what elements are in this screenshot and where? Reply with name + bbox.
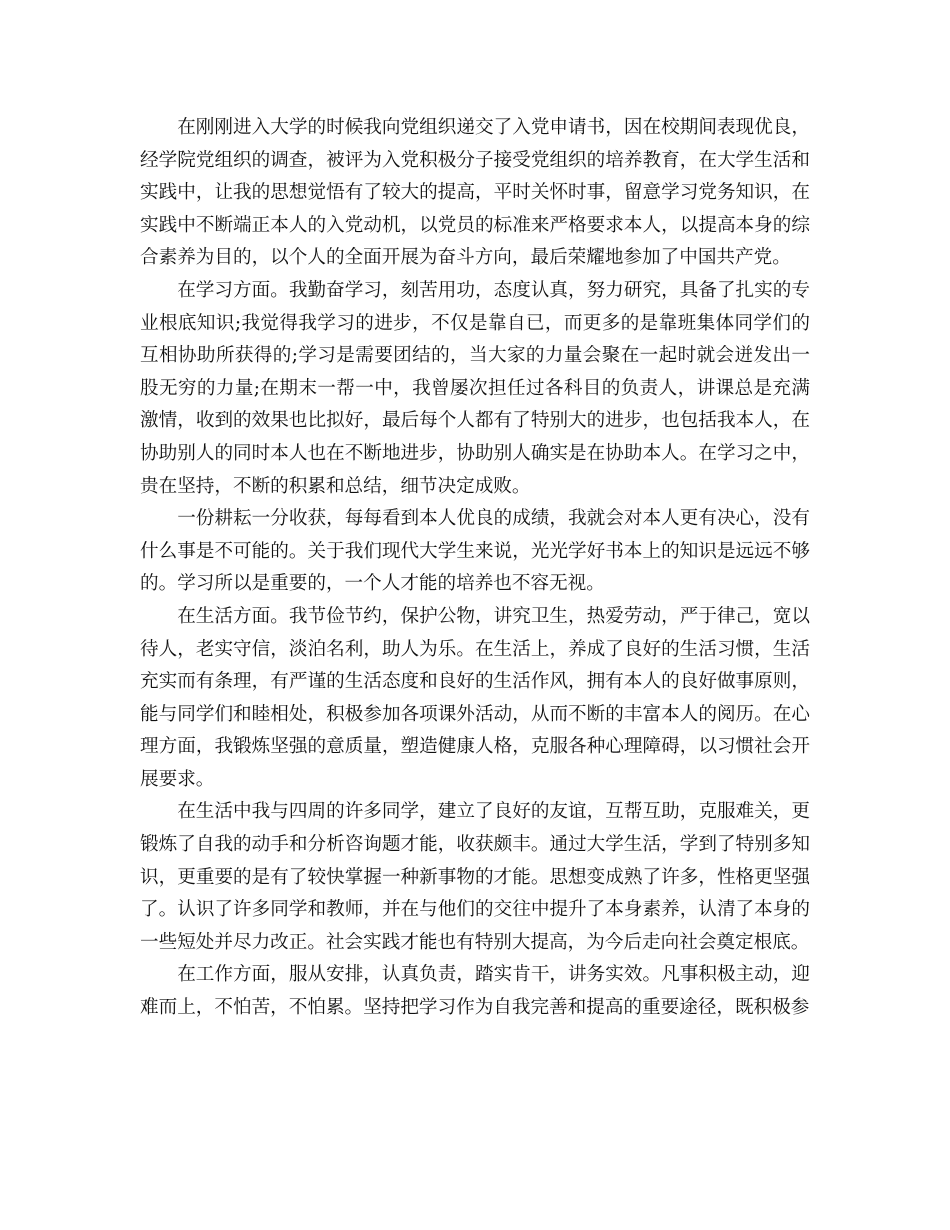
- paragraph-study: 在学习方面。我勤奋学习，刻苦用功，态度认真，努力研究，具备了扎实的专业根底知识;我觉得我学习的进步，不仅是靠自已，而更多的是靠班集体同学们的互相协助所获得的;学习是需要团结的，当大家的力量会聚在一起时就会迸发出一股无穷的力量;在期末一帮一中，我曾屡次担任过各科目的负责人，讲课总是充满激情，收到的效果也比拟好，最后每个人都有了特别大的进步，也包括我本人，在协助别人的同时本人也在不断地进步，协助别人确实是在协助本人。在学习之中，贵在坚持，不断的积累和总结，细节决定成败。: [140, 279, 810, 497]
- paragraph-harvest: 一份耕耘一分收获，每每看到本人优良的成绩，我就会对本人更有决心，没有什么事是不可能的。关于我们现代大学生来说，光光学好书本上的知识是远远不够的。学习所以是重要的，一个人才能的培养也不容无视。: [140, 508, 810, 595]
- paragraph-life: 在生活方面。我节俭节约，保护公物，讲究卫生，热爱劳动，严于律己，宽以待人，老实守信，淡泊名利，助人为乐。在生活上，养成了良好的生活习惯，生活充实而有条理，有严谨的生活态度和良好的生活作风，拥有本人的良好做事原则，能与同学们和睦相处，积极参加各项课外活动，从而不断的丰富本人的阅历。在心理方面，我锻炼坚强的意质量，塑造健康人格，克服各种心理障碍，以习惯社会开展要求。: [140, 605, 810, 790]
- paragraph-friendship: 在生活中我与四周的许多同学，建立了良好的友谊，互帮互助，克服难关，更锻炼了自我的动手和分析咨询题才能，收获颇丰。通过大学生活，学到了特别多知识，更重要的是有了较快掌握一种新事物的才能。思想变成熟了许多，性格更坚强了。认识了许多同学和教师，并在与他们的交往中提升了本身素养，认清了本身的一些短处并尽力改正。社会实践才能也有特别大提高，为今后走向社会奠定根底。: [140, 801, 810, 953]
- paragraph-work: 在工作方面，服从安排，认真负责，踏实肯干，讲务实效。凡事积极主动，迎难而上，不怕苦，不怕累。坚持把学习作为自我完善和提高的重要途径，既积极参: [140, 964, 810, 1019]
- paragraph-party-membership: 在刚刚进入大学的时候我向党组织递交了入党申请书，因在校期间表现优良，经学院党组织的调查，被评为入党积极分子接受党组织的培养教育，在大学生活和实践中，让我的思想觉悟有了较大的提高，平时关怀时事，留意学习党务知识，在实践中不断端正本人的入党动机，以党员的标准来严格要求本人，以提高本身的综合素养为目的，以个人的全面开展为奋斗方向，最后荣耀地参加了中国共产党。: [140, 117, 810, 269]
- document-page: [140, 112, 810, 1025]
